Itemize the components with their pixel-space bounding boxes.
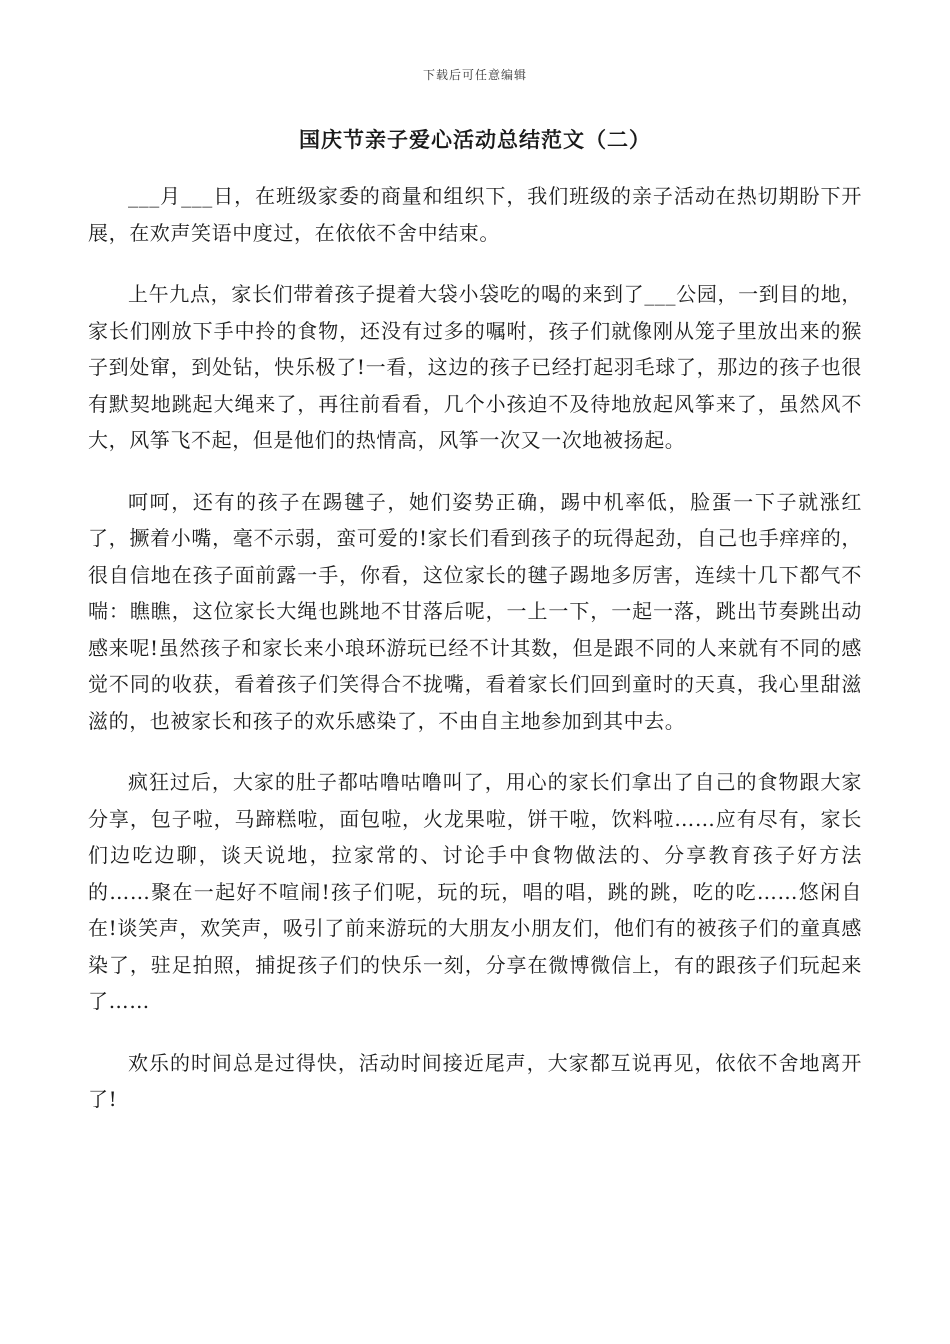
paragraph-3: 呵呵，还有的孩子在踢毽子，她们姿势正确，踢中机率低，脸蛋一下子就涨红了，撅着小嘴，毫不示弱，蛮可爱的!家长们看到孩子的玩得起劲，自己也手痒痒的，很自信地在孩子面前露一手，你看，这位家长的毽子踢地多厉害，连续十几下都气不喘：瞧瞧，这位家长大绳也跳地不甘落后呢，一上一下，一起一落，跳出节奏跳出动感来呢!虽然孩子和家长来小琅环游玩已经不计其数，但是跟不同的人来就有不同的感觉不同的收获，看着孩子们笑得合不拢嘴，看着家长们回到童时的天真，我心里甜滋滋的，也被家长和孩子的欢乐感染了，不由自主地参加到其中去。	[88, 489, 862, 733]
paragraph-2: 上午九点，家长们带着孩子提着大袋小袋吃的喝的来到了___公园，一到目的地，家长们刚放下手中拎的食物，还没有过多的嘱咐，孩子们就像刚从笼子里放出来的猴子到处窜，到处钻，快乐极了!一看，这边的孩子已经打起羽毛球了，那边的孩子也很有默契地跳起大绳来了，再往前看看，几个小孩迫不及待地放起风筝来了，虽然风不大，风筝飞不起，但是他们的热情高，风筝一次又一次地被扬起。	[88, 282, 862, 452]
document-body	[88, 178, 862, 1143]
paragraph-5: 欢乐的时间总是过得快，活动时间接近尾声，大家都互说再见，依依不舍地离开了!	[88, 1050, 862, 1111]
paragraph-1: ___月___日，在班级家委的商量和组织下，我们班级的亲子活动在热切期盼下开展，在欢声笑语中度过，在依依不舍中结束。	[88, 184, 862, 245]
paragraph-4: 疯狂过后，大家的肚子都咕噜咕噜叫了，用心的家长们拿出了自己的食物跟大家分享，包子啦，马蹄糕啦，面包啦，火龙果啦，饼干啦，饮料啦……应有尽有，家长们边吃边聊，谈天说地，拉家常的、讨论手中食物做法的、分享教育孩子好方法的……聚在一起好不喧闹!孩子们呢，玩的玩，唱的唱，跳的跳，吃的吃……悠闲自在!谈笑声，欢笑声，吸引了前来游玩的大朋友小朋友们，他们有的被孩子们的童真感染了，驻足拍照，捕捉孩子们的快乐一刻，分享在微博微信上，有的跟孩子们玩起来了……	[88, 770, 862, 1013]
document-title: 国庆节亲子爱心活动总结范文（二）	[299, 127, 651, 152]
header-note: 下载后可任意编辑	[422, 68, 527, 82]
